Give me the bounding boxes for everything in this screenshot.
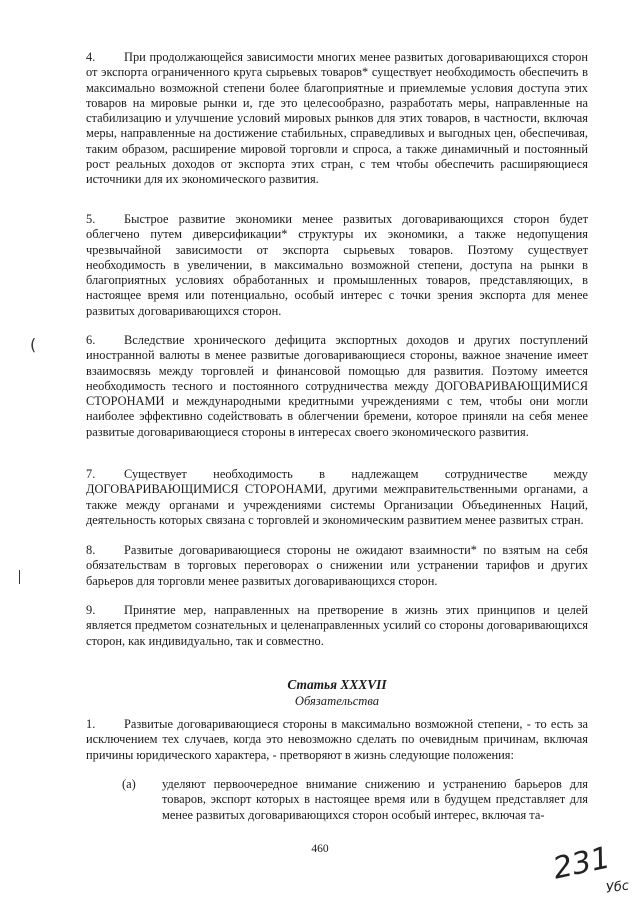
paragraph-text: Развитые договаривающиеся стороны не ожидают взаимности* по взятым на себя обязательствам в торговых переговорах о снижении или устранении тарифов и других барьеров для торговли менее развитых договаривающихся сторон. — [86, 543, 588, 588]
paragraph-text: Принятие мер, направленных на претворение в жизнь этих принципов и целей является предметом сознательных и целенаправленных усилий со стороны договаривающихся сторон, как индивидуально, так и совместно. — [86, 603, 588, 648]
handwritten-note: Убс — [605, 878, 631, 897]
paragraph-number: 1. — [86, 717, 96, 731]
paragraph-6 — [86, 333, 588, 440]
paragraph-9 — [86, 603, 588, 649]
paragraph-8 — [86, 543, 588, 589]
paragraph-number: 4. — [86, 50, 96, 64]
paragraph-text: Вследствие хронического дефицита экспортных доходов и других поступлений иностранной валюты в менее развитые договаривающиеся стороны, важное значение имеет взаимосвязь между торговлей и финансовой помощью для развития. Поэтому имеется необходимость тесного и постоянного сотрудничества между ДОГОВАРИВАЮЩИМИСЯ СТОРОНАМИ и международными кредитными учреждениями с тем, чтобы они могли наиболее эффективно содействовать в облегчении бремени, которое приняли на себя менее развитые договаривающиеся стороны в интересах своего экономического развития. — [86, 333, 588, 439]
paragraph-text: При продолжающейся зависимости многих менее развитых договаривающихся сторон от экспорта ограниченного круга сырьевых товаров* существует необходимость обеспечить в максимально возможной степени более благоприятные и приемлемые условия доступа этих товаров на мировые рынки и, где это целесообразно, разработать меры, направленные на стабилизацию и улучшение условий мировых рынков для этих товаров, в частности, включая меры, направленные на достижение стабильных, справедливых и выгодных цен, обеспечивая, таким образом, расширение мировой торговли и спроса, а также динамичный и постоянный рост реальных доходов от экспорта этих стран, с тем чтобы обеспечить расширяющиеся источники для их экономического развития. — [86, 50, 588, 187]
paragraph-5 — [86, 212, 588, 319]
article-title: Статья XXXVII — [287, 677, 387, 692]
paragraph-text: Быстрое развитие экономики менее развитых договаривающихся сторон будет облегчено путем диверсификации* структуры их экономики, а также недопущения чрезвычайной зависимости от экспорта сырьевых товаров. Поэтому существует необходимость в увеличении, в максимально возможной степени, доступа на рынки в благоприятных условиях обработанных и промышленных товаров, представляющих, в настоящее время или потенциально, особый интерес с точки зрения экспорта для менее развитых договаривающихся сторон. — [86, 212, 588, 318]
page-number: 460 — [311, 843, 329, 855]
margin-line-mark — [19, 570, 20, 584]
margin-bracket-mark: ( — [30, 335, 37, 354]
paragraph-4 — [86, 50, 588, 188]
article-paragraph-1 — [86, 717, 588, 763]
handwritten-folio-number: 231 — [549, 840, 614, 887]
sub-item-label: (a) — [122, 777, 136, 791]
paragraph-text: Существует необходимость в надлежащем сотрудничестве между ДОГОВАРИВАЮЩИМИСЯ СТОРОНАМИ, другими межправительственными органами, а также между органами и учреждениями системы Организации Объединенных Наций, деятельность которых связана с торговлей и экономическим развитием менее развитых стран. — [86, 467, 588, 527]
paragraph-number: 7. — [86, 467, 96, 481]
paragraph-text: Развитые договаривающиеся стороны в максимально возможной степени, - то есть за исключением тех случаев, когда это невозможно сделать по очевидным причинам, включая причины юридического характера, - претворяют в жизнь следующие положения: — [86, 717, 588, 762]
paragraph-number: 9. — [86, 603, 96, 617]
sub-item-text: уделяют первоочередное внимание снижению и устранению барьеров для товаров, экспорт которых в настоящее время или в будущем представляет для менее развитых договаривающихся сторон особый интерес, включая та- — [162, 777, 588, 822]
article-subtitle: Обязательства — [294, 694, 380, 708]
paragraph-7 — [86, 467, 588, 528]
paragraph-number: 6. — [86, 333, 96, 347]
paragraph-number: 8. — [86, 543, 96, 557]
paragraph-number: 5. — [86, 212, 96, 226]
